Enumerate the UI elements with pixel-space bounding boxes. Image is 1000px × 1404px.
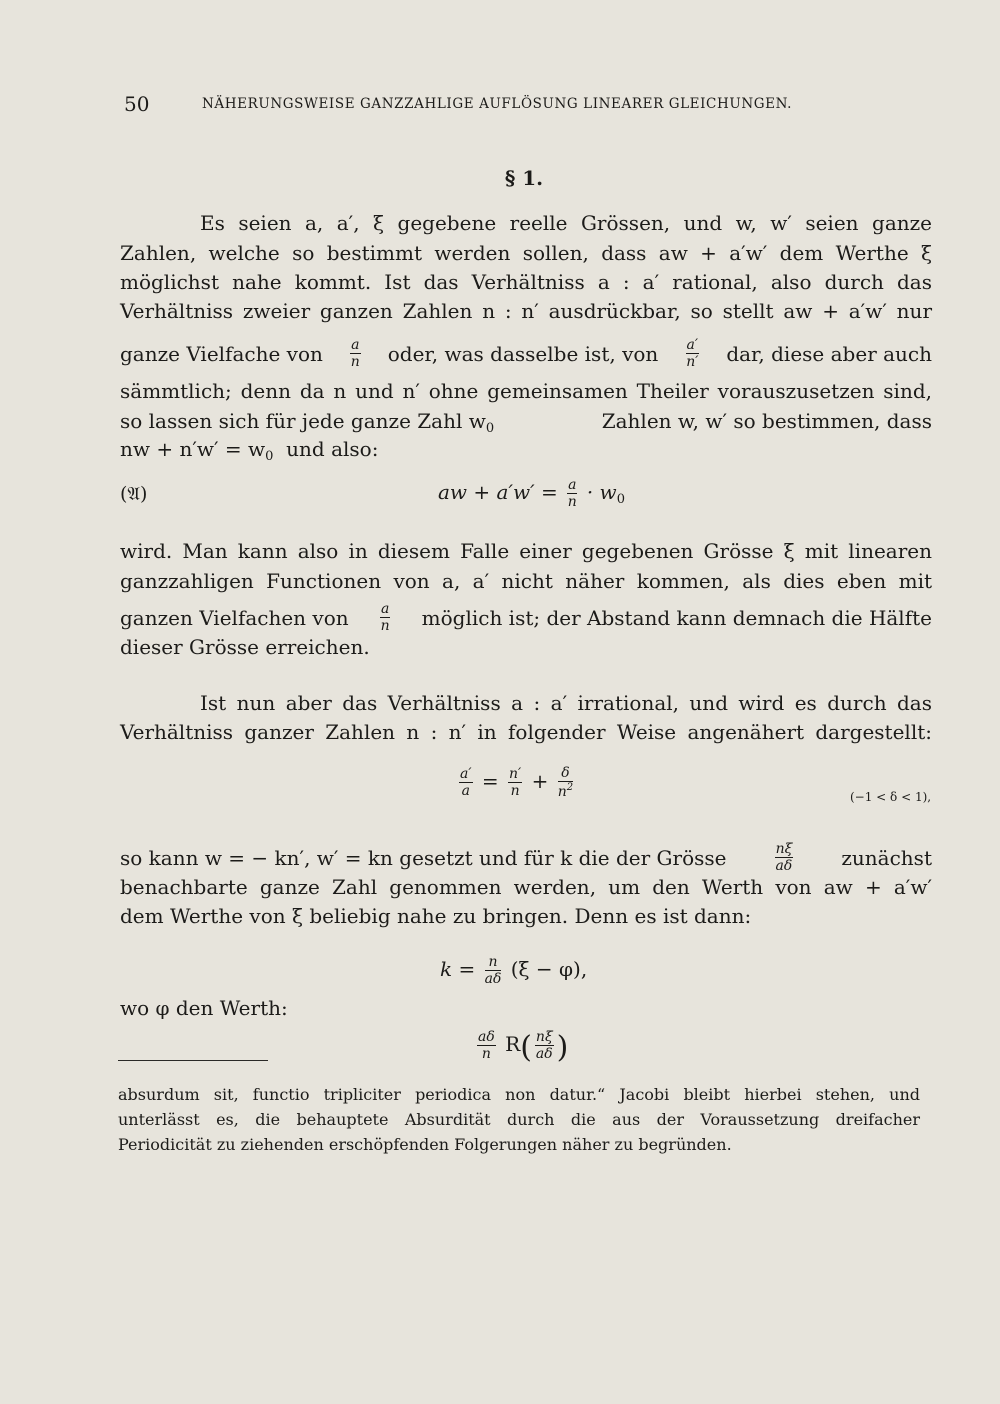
running-title: NÄHERUNGSWEISE GANZZAHLIGE AUFLÖSUNG LINEARER GLEICHUNGEN. bbox=[202, 96, 793, 112]
text-segment: dar, diese aber auch bbox=[726, 341, 932, 366]
fraction: $\frac{n}{a\delta}$ bbox=[484, 954, 502, 987]
fraction: $\frac{a'}{a}$ bbox=[460, 766, 472, 799]
line-wo-phi: wo φ den Werth: bbox=[120, 996, 288, 1020]
paragraph-4-line-1 bbox=[120, 842, 932, 873]
paragraph-2-line-1: wird. Man kann also in diesem Falle einer gegebenen Grösse ξ mit linearen bbox=[120, 539, 932, 563]
fraction: $\frac{a\delta}{n}$ bbox=[478, 1029, 495, 1062]
text-segment: ganze Vielfache von bbox=[120, 341, 323, 366]
footnote-rule bbox=[118, 1060, 268, 1061]
paragraph-3-line-2: Verhältniss ganzer Zahlen n : n′ in folgender Weise angenähert dargestellt: bbox=[120, 720, 932, 744]
paragraph-1-line-1: Es seien a, a′, ξ gegebene reelle Grössen, und w, w′ seien ganze bbox=[200, 211, 932, 235]
page-header bbox=[118, 92, 858, 122]
fraction-a-over-n: $\frac{a}{n}$ bbox=[380, 601, 390, 634]
paragraph-2-line-2: ganzzahligen Functionen von a, a′ nicht näher kommen, als dies eben mit bbox=[120, 569, 932, 593]
paragraph-2-line-4: dieser Grösse erreichen. bbox=[120, 635, 370, 659]
text-segment: so kann w = − kn′, w′ = kn gesetzt und für k die der Grösse bbox=[120, 845, 727, 870]
fraction-a-over-n: $\frac{a}{n}$ bbox=[350, 337, 360, 370]
condition-delta: (−1 < δ < 1), bbox=[850, 790, 932, 804]
text-segment: zunächst bbox=[841, 845, 932, 870]
paragraph-2-line-3 bbox=[120, 602, 932, 633]
text-segment: oder, was dasselbe ist, von bbox=[387, 341, 659, 366]
fraction-a-over-n: $\frac{a}{n}$ bbox=[567, 477, 577, 510]
footnote-line-1: absurdum sit, functio tripliciter periodica non datur.“ Jacobi bleibt hierbei stehen, und bbox=[118, 1085, 920, 1104]
text-segment: möglich ist; der Abstand kann demnach die Hälfte bbox=[421, 605, 932, 630]
fraction: $\frac{n\xi}{a\delta}$ bbox=[535, 1029, 553, 1062]
equation-label: (𝔄) bbox=[120, 483, 148, 505]
paragraph-1-line-5 bbox=[120, 338, 932, 369]
paragraph-1-line-4: Verhältniss zweier ganzen Zahlen n : n′ ausdrückbar, so stellt aw + a′w′ nur bbox=[120, 299, 932, 323]
fraction-a1-over-n1: $\frac{a'}{n'}$ bbox=[686, 337, 699, 370]
section-heading: § 1. bbox=[504, 166, 544, 190]
text-segment: so lassen sich für jede ganze Zahl $w_0$ bbox=[120, 409, 495, 436]
footnote-line-3: Periodicität zu ziehenden erschöpfenden Folgerungen näher zu begründen. bbox=[118, 1135, 732, 1154]
paragraph-1-line-6: sämmtlich; denn da n und n′ ohne gemeinsamen Theiler vorauszusetzen sind, bbox=[120, 379, 932, 403]
paragraph-1-line-8: nw + $n'w' = w_0$ und also: bbox=[120, 437, 379, 464]
paragraph-1-line-3: möglichst nahe kommt. Ist das Verhältniss a : a′ rational, also durch das bbox=[120, 270, 932, 294]
text-segment: ganzen Vielfachen von bbox=[120, 605, 349, 630]
page-number: 50 bbox=[124, 92, 150, 116]
equation-A: aw + a′w′ = $\frac{a}{n}$ · $w_0$ bbox=[438, 477, 625, 510]
equation-C: k = $\frac{n}{a\delta}$ (ξ − φ), bbox=[440, 954, 588, 987]
equation-B: $\frac{a'}{a}$ = $\frac{n'}{n}$ + $\frac{\delta}{n^2}$ bbox=[460, 765, 574, 800]
paragraph-1-line-2: Zahlen, welche so bestimmt werden sollen, dass aw + a′w′ dem Werthe ξ bbox=[120, 241, 932, 265]
paragraph-4-line-2: benachbarte ganze Zahl genommen werden, um den Werth von aw + a′w′ bbox=[120, 875, 932, 899]
fraction: $\frac{n'}{n}$ bbox=[509, 766, 522, 799]
text-segment: Zahlen w, w′ so bestimmen, dass bbox=[601, 409, 932, 433]
paragraph-3-line-1: Ist nun aber das Verhältniss a : a′ irrational, und wird es durch das bbox=[200, 691, 932, 715]
equation-D: $\frac{a\delta}{n}$ R( $\frac{n\xi}{a\delta}$ ) bbox=[478, 1029, 569, 1065]
footnote-line-2: unterlässt es, die behauptete Absurdität durch die aus der Voraussetzung dreifacher bbox=[118, 1110, 920, 1129]
paragraph-4-line-3: dem Werthe von ξ beliebig nahe zu bringen. Denn es ist dann: bbox=[120, 904, 752, 928]
fraction-nxi-over-adelta: $\frac{n\xi}{a\delta}$ bbox=[775, 841, 793, 874]
fraction: $\frac{\delta}{n^2}$ bbox=[557, 765, 574, 800]
